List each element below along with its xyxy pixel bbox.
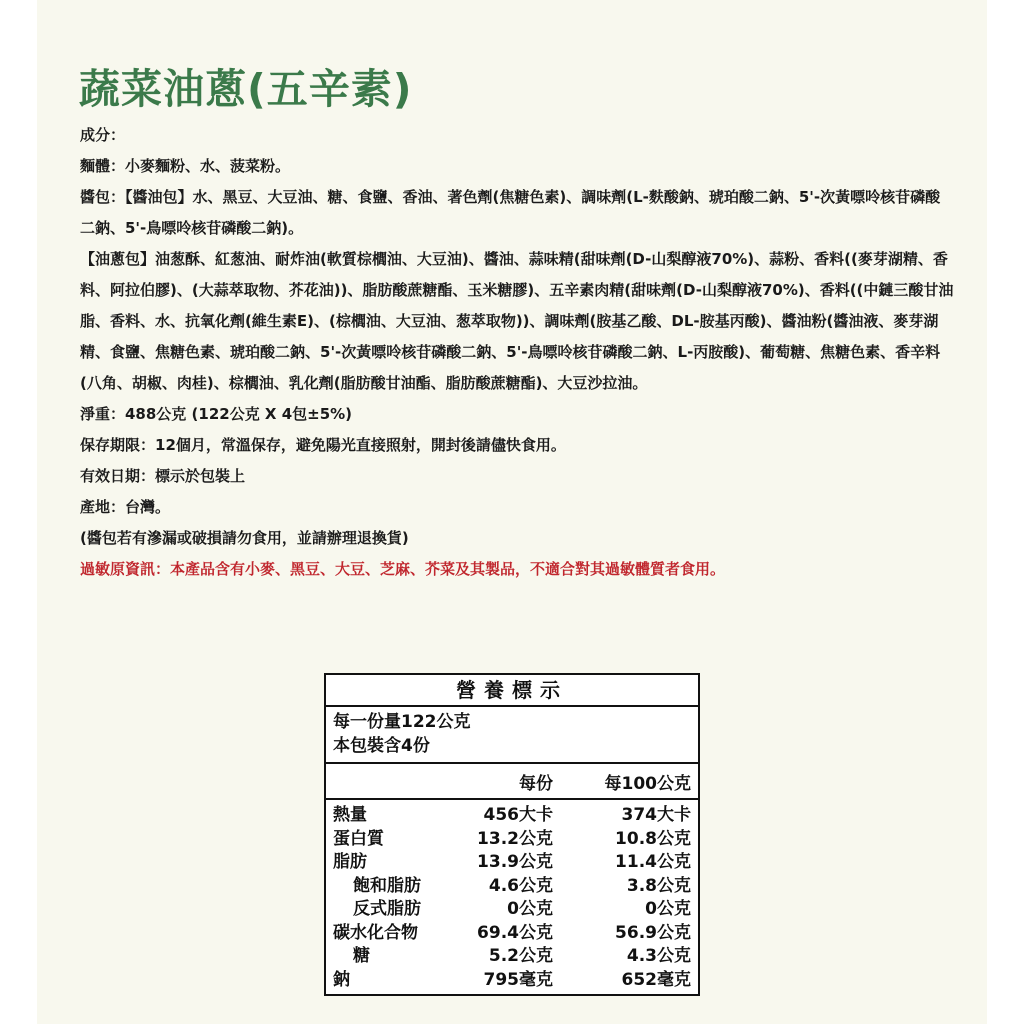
nutrient-name: 熱量 (333, 805, 367, 825)
table-row (333, 828, 691, 852)
nutrient-name: 飽和脂肪 (353, 875, 421, 896)
nutrient-name: 糖 (353, 946, 370, 966)
sauce-ingredients: 醬包：【醬油包】水、黑豆、大豆油、糖、食鹽、香油、著色劑(焦糖色素)、調味劑(L-麩酸鈉、琥珀酸二鈉、5'-次黃嘌呤核苷磷酸二鈉、5'-鳥嘌呤核苷磷酸二鈉)。 (80, 188, 941, 237)
table-row (333, 851, 691, 875)
nutrient-per-100g: 652毫克 (621, 969, 691, 990)
nutrient-per-serving: 13.2公克 (477, 828, 553, 849)
nutrient-name: 反式脂肪 (353, 899, 421, 919)
shelf-life: 保存期限：12個月，常溫保存，避免陽光直接照射，開封後請儘快食用。 (80, 436, 566, 454)
table-row (333, 875, 691, 899)
allergen-info: 過敏原資訊：本產品含有小麥、黑豆、大豆、芝麻、芥菜及其製品，不適合對其過敏體質者食用。 (80, 560, 726, 578)
nutrient-per-serving: 4.6公克 (488, 875, 553, 896)
nutrition-facts-table (324, 673, 700, 996)
nutrient-name: 蛋白質 (333, 828, 384, 849)
ingredients-section (80, 120, 955, 585)
nutrient-name: 鈉 (333, 969, 350, 990)
return-notice: (醬包若有滲漏或破損請勿食用，並請辦理退換貨) (80, 529, 409, 547)
nutrient-per-100g: 10.8公克 (615, 828, 691, 849)
expiry-date: 有效日期：標示於包裝上 (80, 467, 246, 485)
nutrient-per-serving: 69.4公克 (477, 922, 553, 943)
nutrient-per-100g: 3.8公克 (626, 875, 691, 896)
per-100g-header: 每100公克 (604, 773, 691, 794)
nutrient-name: 碳水化合物 (333, 922, 418, 943)
nutrient-per-100g: 4.3公克 (626, 946, 691, 966)
table-row (333, 898, 691, 922)
nutrition-header-row (326, 764, 698, 800)
serving-info (326, 707, 698, 764)
nutrition-title: 營養標示 (326, 675, 698, 707)
servings-per-package: 本包裝含4份 (333, 736, 430, 756)
table-row (333, 969, 691, 993)
nutrient-name: 脂肪 (333, 852, 367, 872)
origin: 產地：台灣。 (80, 498, 171, 516)
nutrient-per-100g: 374大卡 (621, 805, 691, 825)
ingredients-heading: 成分： (80, 126, 126, 144)
nutrient-per-serving: 13.9公克 (477, 852, 553, 872)
product-info-panel (37, 0, 987, 1024)
nutrient-per-serving: 0公克 (507, 899, 553, 919)
nutrient-per-serving: 456大卡 (483, 805, 553, 825)
serving-size: 每一份量122公克 (333, 712, 471, 732)
per-serving-header: 每份 (519, 773, 553, 794)
table-row (333, 804, 691, 828)
nutrient-per-serving: 795毫克 (483, 969, 553, 990)
nutrient-per-100g: 56.9公克 (615, 922, 691, 943)
table-row (333, 945, 691, 969)
net-weight: 淨重：488公克 (122公克 X 4包±5%) (80, 405, 353, 423)
table-row (333, 922, 691, 946)
oil-ingredients: 【油蔥包】油葱酥、紅葱油、耐炸油(軟質棕櫚油、大豆油)、醬油、蒜味精(甜味劑(D-山梨醇液70%)、蒜粉、香料((麥芽湖精、香料、阿拉伯膠)、(大蒜萃取物、芥花油))、脂肪酸蔗糖酯、玉米糖膠)、五辛素肉精(甜味劑(D-山梨醇液70%)、香料((中鏈三酸甘油脂、香料、水、抗氧化劑(維生素E)、(棕櫚油、大豆油、葱萃取物))、調味劑(胺基乙酸、DL-胺基丙酸)、醬油粉(醬油液、麥芽湖精、食鹽、焦糖色素、琥珀酸二鈉、5'-次黃嘌呤核苷磷酸二鈉、5'-鳥嘌呤核苷磷酸二鈉、L-丙胺酸)、葡萄糖、焦糖色素、香辛料(八角、胡椒、肉桂)、棕櫚油、乳化劑(脂肪酸甘油酯、脂肪酸蔗糖酯)、大豆沙拉油。 (80, 250, 954, 392)
nutrient-per-100g: 11.4公克 (615, 852, 691, 872)
nutrient-per-serving: 5.2公克 (488, 946, 553, 966)
nutrient-per-100g: 0公克 (645, 899, 691, 919)
noodle-ingredients: 麵體：小麥麵粉、水、菠菜粉。 (80, 157, 291, 175)
nutrition-rows (326, 800, 698, 994)
product-title: 蔬菜油蔥(五辛素) (79, 65, 413, 113)
